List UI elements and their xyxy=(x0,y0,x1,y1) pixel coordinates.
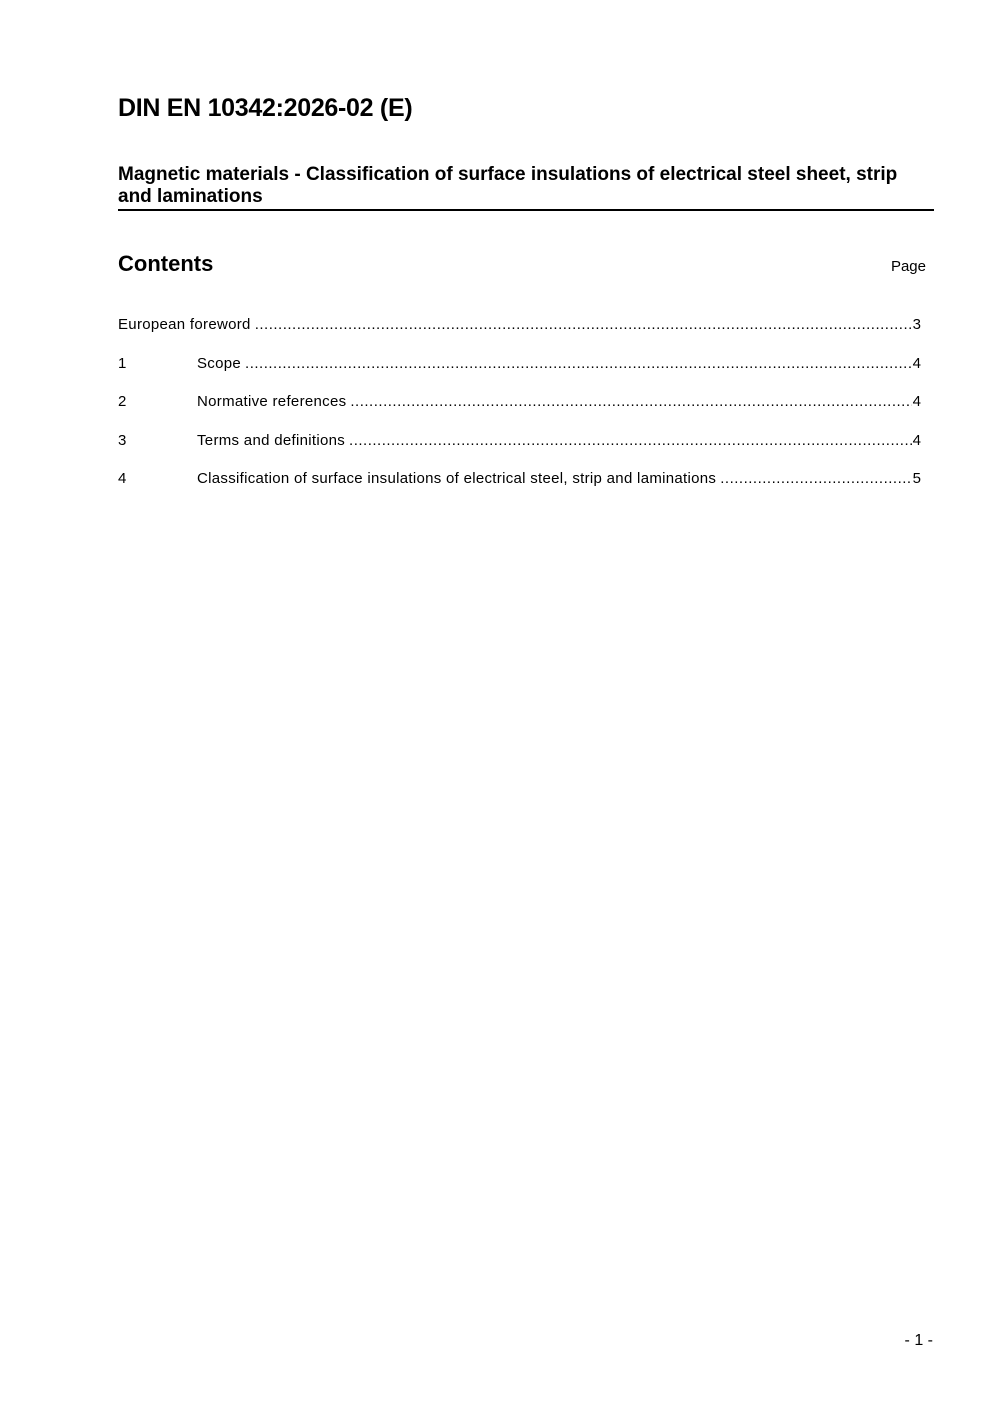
toc-dot-leader xyxy=(255,315,912,335)
table-of-contents xyxy=(118,315,921,508)
toc-entry-normative-references[interactable] xyxy=(118,392,921,431)
contents-heading: Contents xyxy=(118,251,214,276)
toc-entry-label: European foreword xyxy=(118,316,251,333)
toc-entry-number: 4 xyxy=(118,470,127,487)
toc-entry-scope[interactable] xyxy=(118,354,921,393)
toc-entry-number: 2 xyxy=(118,393,127,410)
toc-dot-leader xyxy=(245,354,912,374)
toc-entry-terms-and-definitions[interactable] xyxy=(118,431,921,470)
document-title: Magnetic materials - Classification of surface insulations of electrical steel sheet, strip and laminations xyxy=(118,164,898,207)
toc-entry-european-foreword[interactable] xyxy=(118,315,921,354)
toc-entry-body xyxy=(197,392,921,412)
footer-page-number: - 1 - xyxy=(904,1332,933,1349)
toc-entry-page: 3 xyxy=(912,316,921,333)
title-divider xyxy=(118,209,934,211)
toc-entry-label: Terms and definitions xyxy=(197,431,346,449)
toc-entry-classification[interactable] xyxy=(118,469,921,508)
toc-entry-page: 4 xyxy=(912,431,921,449)
toc-entry-label: Normative references xyxy=(197,393,347,410)
document-identifier: DIN EN 10342:2026-02 (E) xyxy=(118,94,413,122)
toc-entry-label: Scope xyxy=(197,354,242,372)
toc-entry-body xyxy=(118,315,921,335)
toc-entry-page: 4 xyxy=(912,393,921,410)
toc-dot-leader xyxy=(349,431,912,451)
toc-entry-number: 3 xyxy=(118,431,127,449)
toc-entry-number: 1 xyxy=(118,354,127,372)
page-column-label: Page xyxy=(890,258,926,275)
toc-entry-body xyxy=(197,354,921,374)
toc-entry-page: 4 xyxy=(912,354,921,372)
toc-entry-page: 5 xyxy=(912,470,921,487)
toc-entry-body xyxy=(197,469,921,489)
toc-entry-body xyxy=(197,431,921,451)
toc-dot-leader xyxy=(350,392,911,412)
toc-entry-label: Classification of surface insulations of electrical steel, strip and laminations xyxy=(197,470,717,487)
toc-dot-leader xyxy=(720,469,911,489)
